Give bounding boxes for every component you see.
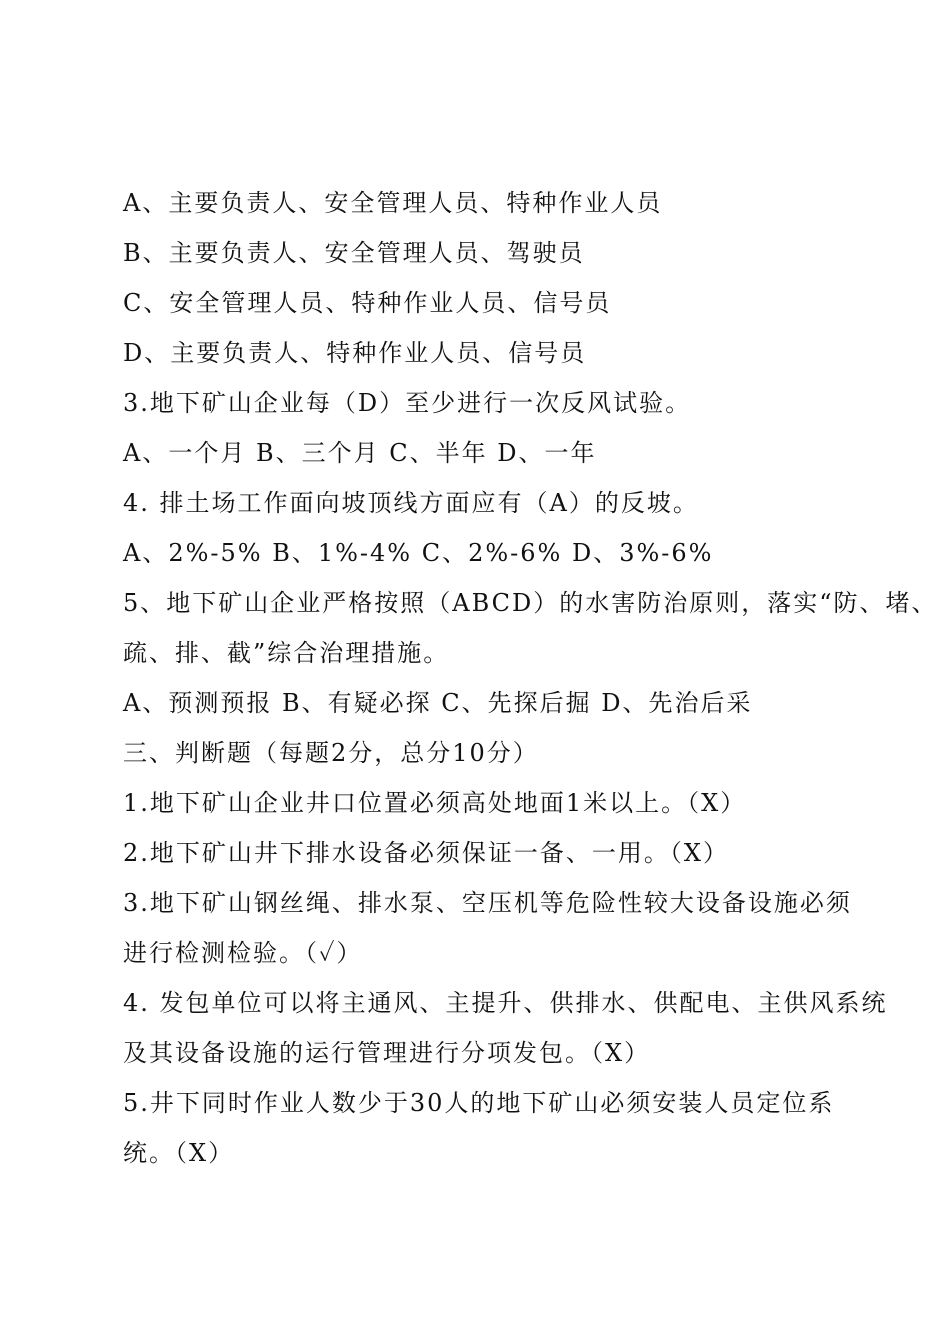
judgment-1: 1.地下矿山企业井口位置必须高处地面1米以上。（X）: [123, 789, 747, 817]
judgment-3-line1: 3.地下矿山钢丝绳、排水泵、空压机等危险性较大设备设施必须: [123, 889, 852, 917]
judgment-4-line2: 及其设备设施的运行管理进行分项发包。（X）: [123, 1039, 651, 1067]
option-b-line: B、主要负责人、安全管理人员、驾驶员: [123, 239, 585, 267]
question-3-text: 3.地下矿山企业每（D）至少进行一次反风试验。: [123, 389, 692, 417]
section-heading-true-false: 三、判断题（每题2分，总分10分）: [123, 739, 539, 767]
judgment-5-line1: 5.井下同时作业人数少于30人的地下矿山必须安装人员定位系: [123, 1089, 835, 1117]
judgment-4-line1: 4. 发包单位可以将主通风、主提升、供排水、供配电、主供风系统: [123, 989, 888, 1017]
judgment-3-line2: 进行检测检验。（✓）: [123, 939, 363, 967]
question-5-text-line2: 疏、排、截”综合治理措施。: [123, 639, 450, 667]
question-4-options: A、2%-5% B、1%-4% C、2%-6% D、3%-6%: [123, 539, 714, 567]
judgment-5-line2: 统。（X）: [123, 1139, 235, 1167]
question-5-options: A、预测预报 B、有疑必探 C、先探后掘 D、先治后采: [123, 689, 753, 717]
question-5-text-line1: 5、地下矿山企业严格按照（ABCD）的水害防治原则，落实“防、堵、: [123, 589, 938, 617]
question-4-text: 4. 排土场工作面向坡顶线方面应有（A）的反坡。: [123, 489, 699, 517]
judgment-2: 2.地下矿山井下排水设备必须保证一备、一用。（X）: [123, 839, 729, 867]
option-d-line: D、主要负责人、特种作业人员、信号员: [123, 339, 587, 367]
option-c-line: C、安全管理人员、特种作业人员、信号员: [123, 289, 612, 317]
option-a-line: A、主要负责人、安全管理人员、特种作业人员: [123, 189, 663, 217]
question-3-options: A、一个月 B、三个月 C、半年 D、一年: [123, 439, 597, 467]
